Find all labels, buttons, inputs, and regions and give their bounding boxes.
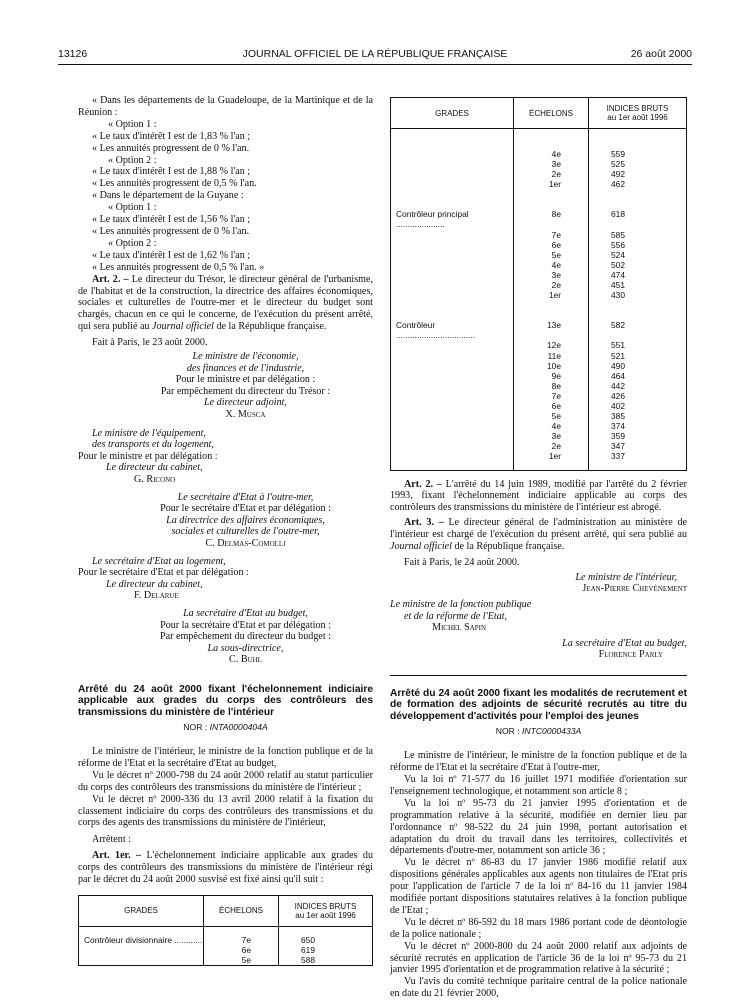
visa: Le ministre de l'intérieur, le ministre de la fonction publique et de la réforme de l'Etat et la secrétaire d'Etat à l'outre-mer,: [390, 750, 687, 774]
journal-title: JOURNAL OFFICIEL DE LA RÉPUBLIQUE FRANÇAISE: [242, 48, 508, 60]
table-row: 6e 556: [391, 240, 687, 250]
visas: [390, 750, 687, 1000]
intro-line: « Dans les départements de la Guadeloupe, de la Martinique et de la Réunion :: [78, 95, 373, 118]
arrete-title: Arrêté du 24 août 2000 fixant les modalités de recrutement et de formation des adjoints de sécurité recrutés au titre du développement d'activités pour l'emploi des jeunes: [390, 688, 687, 722]
nor-reference: NOR : INTA0000404A: [183, 722, 268, 733]
intro-line: « Le taux d'intérêt I est de 1,83 % l'an ;: [92, 130, 251, 142]
table-row: 2e 347: [391, 441, 687, 451]
table-row: 6e 619: [79, 945, 373, 955]
intro-line: « Les annuités progressent de 0,5 % l'an. »: [92, 261, 265, 273]
header-rule: [58, 64, 692, 65]
visa: Vu le décret nº 2000-798 du 24 août 2000 relatif au statut particulier du corps des contrôleurs des transmissions du ministère de l'intérieur ;: [78, 769, 373, 793]
grade-cell: Contrôleur ..................................: [396, 320, 476, 341]
arretent: Arrêtent :: [92, 834, 131, 846]
arrete-title: Arrêté du 24 août 2000 fixant l'échelonnement indiciaire applicable aux grades du corps des contrôleurs des transmissions du ministère de l'intérieur: [78, 683, 373, 718]
table-row: 2e 451: [391, 280, 687, 290]
indices-table: [78, 895, 373, 966]
table-row: 3e 474: [391, 270, 687, 280]
visa: Le ministre de l'intérieur, le ministre de la fonction publique et de la réforme de l'Etat et la secrétaire d'Etat au budget,: [78, 746, 373, 769]
table-row: 7e 585: [391, 230, 687, 240]
table-row: 4e 559: [391, 149, 687, 159]
intro-line: « Le taux d'intérêt I est de 1,62 % l'an ;: [92, 249, 251, 261]
visa: Vu le décret nº 86-83 du 17 janvier 1986 modifié relatif aux dispositions générales applicables aux agents non titulaires de l'Etat pris pour l'application de l'article 7 de la loi nº 84-16 du 11 janvier 1984 modifiée portant dispositions statutaires relatives à la fonction publique de l'Etat ;: [390, 857, 687, 916]
signature-block: La secrétaire d'Etat au budget, Pour la secrétaire d'Etat et par délégation : Par empêchement du directeur du budget : La sous-directrice, C. Buhl: [160, 607, 331, 666]
article-label: Art. 2. –: [92, 273, 129, 285]
col-header-indices: INDICES BRUTS au 1er août 1996: [589, 98, 687, 129]
intro-line: « Les annuités progressent de 0,5 % l'an.: [92, 178, 257, 190]
grade-cell: Contrôleur principal .....................: [396, 209, 469, 230]
page-number: 13126: [58, 48, 88, 60]
intro-line: « Le taux d'intérêt I est de 1,56 % l'an ;: [92, 214, 251, 226]
intro-line: « Le taux d'intérêt I est de 1,88 % l'an ;: [92, 166, 251, 178]
table-row: 3e 359: [391, 431, 687, 441]
intro-line: « Les annuités progressent de 0 % l'an.: [92, 225, 250, 237]
table-row: 3e 525: [391, 159, 687, 169]
table-row: 1er 430: [391, 290, 687, 300]
article-2: Art. 2. – L'arrêté du 14 juin 1989, modifié par l'arrêté du 2 février 1993, fixant l'échelonnement indiciaire applicable au corps des contrôleurs des transmissions du ministère de l'intérieur est abrogé.: [390, 478, 687, 514]
table-row: 6e 402: [391, 401, 687, 411]
table-row: 12e 551: [391, 340, 687, 350]
visa: Vu l'avis du comité technique paritaire central de la police nationale en date du 21 février 2000,: [390, 976, 687, 1000]
article-3: Art. 3. – Le directeur général de l'administration au ministère de l'intérieur est chargé de l'exécution du présent arrêté, qui sera publié au Journal officiel de la République française.: [390, 517, 687, 553]
signature-block: Le secrétaire d'Etat au logement, Pour le secrétaire d'Etat et par délégation : Le directeur du cabinet, F. Delarue: [78, 555, 249, 602]
intro-line: « Les annuités progressent de 0 % l'an.: [92, 142, 250, 154]
signature-block: Le ministre de l'économie, des finances et de l'industrie, Pour le ministre et par délégation : Par empêchement du directeur du Trésor : Le directeur adjoint, X. Musca: [160, 351, 331, 420]
table-row: 7e 426: [391, 391, 687, 401]
table-row: 10e 490: [391, 361, 687, 371]
indices-table-continued: [390, 97, 687, 471]
visa: Vu la loi nº 95-73 du 21 janvier 1995 d'orientation et de programmation relative à la sécurité, modifiée en dernier lieu par l'ordonnance nº 98-522 du 24 juin 1998, portant autorisation et adaptation du droit du travail dans les territoires, collectivités et départements d'outre-mer, notamment son article 36 ;: [390, 797, 687, 857]
intro-line: « Option 2 :: [108, 154, 157, 166]
nor-reference: NOR : INTC0000433A: [495, 726, 582, 737]
visas: [78, 746, 373, 829]
intro-line: « Dans le département de la Guyane :: [92, 190, 244, 202]
intro-line: « Option 1 :: [108, 202, 157, 214]
page-header: [58, 48, 692, 62]
table-row: Contrôleur principal ..................... 8e 618: [391, 209, 687, 229]
intro-line: « Option 1 :: [108, 118, 157, 130]
table-row: Contrôleur divisionnaire ............ 7e 650: [79, 935, 373, 945]
signature-block: Le ministre de la fonction publique et de la réforme de l'Etat, Michel Sapin: [390, 599, 532, 634]
col-header-echelons: ÉCHELONS: [204, 895, 279, 926]
table-row: 5e 385: [391, 411, 687, 421]
visa: Vu le décret nº 86-592 du 18 mars 1986 portant code de déontologie de la police nationale ;: [390, 916, 687, 940]
fait-a-paris: Fait à Paris, le 23 août 2000.: [92, 337, 208, 349]
signature-block: Le ministre de l'intérieur, Jean-Pierre Chevènement: [575, 571, 687, 595]
section-divider: [390, 675, 687, 676]
issue-date: 26 août 2000: [630, 48, 692, 60]
signature-block: La secrétaire d'Etat au budget, Florence Parly: [562, 637, 687, 661]
signature-block: Le secrétaire d'Etat à l'outre-mer, Pour le secrétaire d'Etat et par délégation : La directrice des affaires économiques, sociales et culturelles de l'outre-mer, C. Delmas-Comolli: [160, 491, 331, 549]
col-header-grades: GRADES: [391, 98, 514, 129]
table-row: 1er 337: [391, 451, 687, 461]
table-row: 8e 442: [391, 381, 687, 391]
table-row: 5e 588: [79, 955, 373, 966]
left-column: [78, 95, 373, 966]
col-header-grades: GRADES: [79, 895, 204, 926]
intro-line: « Option 2 :: [108, 237, 157, 249]
article-1: Art. 1er. – L'échelonnement indiciaire applicable aux grades du corps des contrôleurs des transmissions du ministère de l'intérieur régi par le décret du 24 août 2000 susvisé est fixé ainsi qu'il suit :: [78, 850, 373, 886]
table-row: 9e 464: [391, 371, 687, 381]
table-row: 4e 374: [391, 421, 687, 431]
table-row: 2e 492: [391, 169, 687, 179]
table-row: 5e 524: [391, 250, 687, 260]
visa: Vu le décret nº 2000-800 du 24 août 2000 relatif aux adjoints de sécurité recrutés en application de l'article 36 de la loi nº 95-73 du 21 janvier 1995 d'orientation et de programmation relative à la sécurité ;: [390, 940, 687, 976]
visa: Vu le décret nº 2000-336 du 13 avril 2000 relatif à la fixation du classement indiciaire du corps des contrôleurs des transmissions et du corps des agents des transmissions du ministère de l'intérieur,: [78, 793, 373, 829]
col-header-echelons: ÉCHELONS: [514, 98, 589, 129]
signature-block: Le ministre de l'équipement, des transports et du logement, Pour le ministre et par délégation : Le directeur du cabinet, G. Ricono: [78, 427, 218, 485]
article-2: Art. 2. – Le directeur du Trésor, le directeur général de l'urbanisme, de l'habitat et de la construction, la directrice des affaires économiques, sociales et culturelles de l'outre-mer et le directeur du budget sont chargés, chacun en ce qui le concerne, de l'exécution du présent arrêté, qui sera publié au Journal officiel de la République française.: [78, 273, 373, 333]
visa: Vu la loi nº 71-577 du 16 juillet 1971 modifiée d'orientation sur l'enseignement technologique, et notamment son article 8 ;: [390, 773, 687, 797]
table-row: 11e 521: [391, 351, 687, 361]
right-column: [390, 97, 687, 1000]
grade-cell: Contrôleur divisionnaire ............: [84, 934, 203, 945]
table-row: Contrôleur .................................. 13e 582: [391, 320, 687, 340]
fait-a-paris: Fait à Paris, le 24 août 2000.: [404, 556, 520, 568]
col-header-indices: INDICES BRUTS au 1er août 1996: [279, 895, 373, 926]
table-row: 1er 462: [391, 179, 687, 189]
table-row: 4e 502: [391, 260, 687, 270]
